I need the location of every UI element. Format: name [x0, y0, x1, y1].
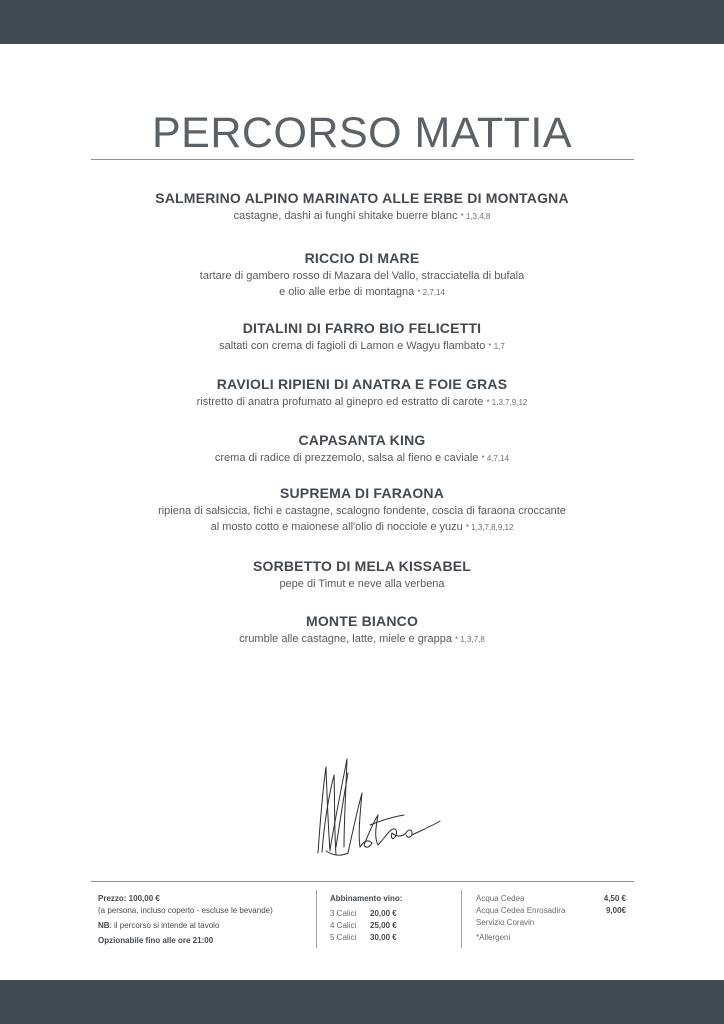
course-item — [62, 188, 662, 248]
course-item — [62, 248, 662, 318]
booking-option: Opzionabile fino alle ore 21:00 — [98, 936, 214, 945]
course-name: SORBETTO DI MELA KISSABEL — [252, 558, 472, 574]
footer-divider — [91, 881, 634, 882]
nb-note: NB: il percorso si intende al tavolo — [98, 921, 220, 930]
course-description: pepe di Timut e neve alla verbena — [279, 578, 445, 590]
course-list — [62, 188, 662, 651]
title-divider — [91, 159, 634, 160]
course-name: DITALINI DI FARRO BIO FELICETTI — [242, 320, 482, 336]
price-info — [98, 893, 308, 947]
price-label: Prezzo: 100,00 € — [98, 894, 160, 903]
course-description: al mosto cotto e maionese all'olio di nocciole e yuzu * 1,3,7,8,9,12 — [210, 521, 514, 533]
course-item — [62, 556, 662, 611]
footer-separator — [316, 890, 317, 948]
allergen-note: *Allergeni — [476, 933, 511, 942]
course-description: crema di radice di prezzemolo, salsa al fieno e caviale * 4,7,14 — [214, 452, 510, 464]
allergen-codes: * 1,7 — [488, 342, 505, 351]
footer-separator — [461, 890, 462, 948]
menu-title: PERCORSO MATTIA — [151, 109, 572, 157]
course-description: castagne, dashi ai funghi shitake buerre blanc * 1,3,4,8 — [233, 210, 491, 222]
water-service — [476, 893, 626, 944]
course-name: SUPREMA DI FARAONA — [279, 485, 445, 501]
allergen-codes: * 4,7,14 — [481, 454, 510, 463]
footer-band — [0, 980, 724, 1024]
course-item — [62, 611, 662, 651]
header-band — [0, 0, 724, 44]
course-item — [62, 374, 662, 430]
course-description: e olio alle erbe di montagna * 2,7,14 — [279, 286, 445, 298]
course-name: CAPASANTA KING — [298, 432, 426, 448]
course-item — [62, 483, 662, 556]
allergen-codes: * 1,3,7,9,12 — [486, 398, 528, 407]
water-row: Servizio Coravin — [476, 918, 535, 927]
course-description: saltati con crema di fagioli di Lamon e Wagyu flambato * 1,7 — [219, 340, 505, 352]
allergen-codes: * 1,3,4,8 — [460, 212, 491, 221]
course-item — [62, 430, 662, 483]
wine-row: 4 Calici 25,00 € — [330, 921, 397, 930]
water-row: Acqua Cedea 4,50 € — [476, 894, 626, 903]
course-description: ristretto di anatra profumato al ginepro ed estratto di carote * 1,3,7,9,12 — [196, 396, 528, 408]
price-note: (a persona, incluso coperto - escluse le bevande) — [98, 906, 273, 915]
course-item — [62, 318, 662, 374]
wine-row: 3 Calici 20,00 € — [330, 909, 397, 918]
course-description: crumble alle castagne, latte, miele e grappa * 1,3,7,8 — [239, 633, 485, 645]
water-row: Acqua Cedea Enrosadira 9,00€ — [476, 906, 626, 915]
course-name: RICCIO DI MARE — [304, 250, 420, 266]
course-name: SALMERINO ALPINO MARINATO ALLE ERBE DI MONTAGNA — [155, 190, 569, 206]
course-description: tartare di gambero rosso di Mazara del Vallo, stracciatella di bufala — [199, 270, 525, 282]
wine-row: 5 Calici 30,00 € — [330, 933, 397, 942]
course-name: RAVIOLI RIPIENI DI ANATRA E FOIE GRAS — [216, 376, 508, 392]
allergen-codes: * 1,3,7,8,9,12 — [465, 523, 514, 532]
allergen-codes: * 1,3,7,8 — [455, 635, 485, 644]
chef-signature — [300, 755, 450, 865]
wine-pairing — [330, 893, 440, 944]
wine-title: Abbinamento vino: — [330, 894, 403, 903]
allergen-codes: * 2,7,14 — [417, 288, 445, 297]
course-name: MONTE BIANCO — [305, 613, 419, 629]
course-description: ripiena di salsiccia, fichi e castagne, scalogno fondente, coscia di faraona croccante — [158, 505, 566, 517]
